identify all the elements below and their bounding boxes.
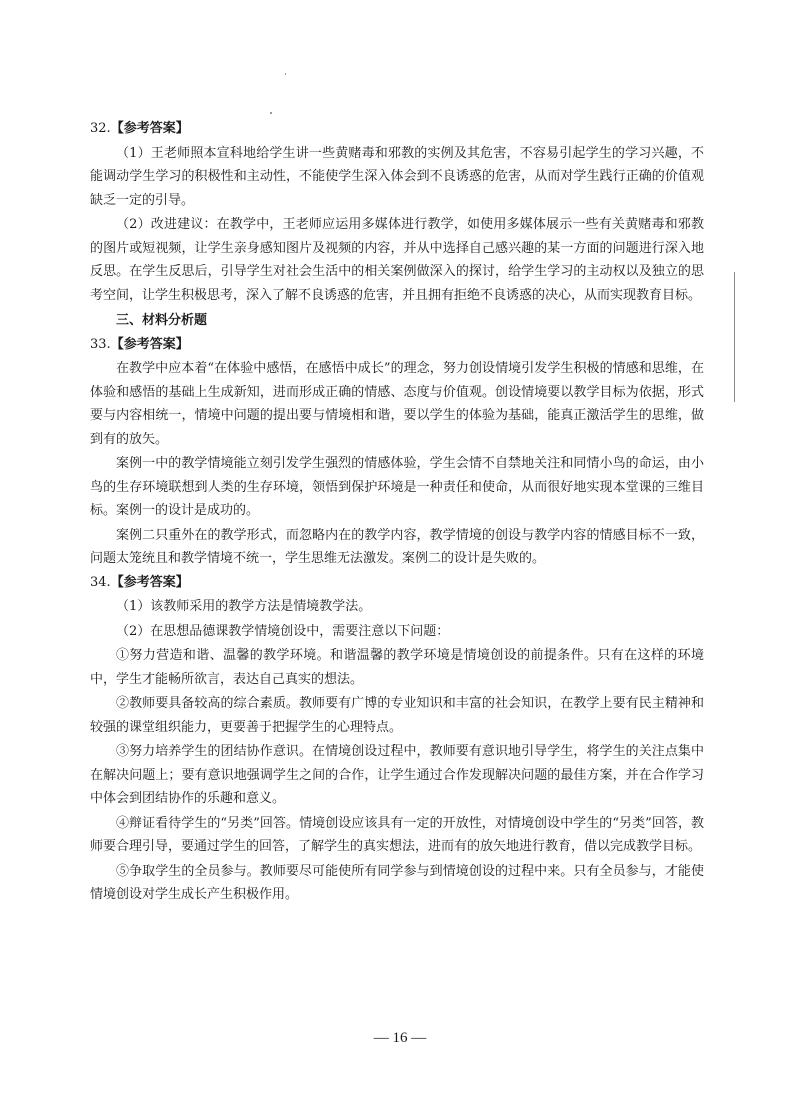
paragraph: 案例二只重外在的教学形式，而忽略内在的教学内容，教学情境的创设与教学内容的情感目标不一致，问题太笼统且和教学情境不统一，学生思维无法激发。案例二的设计是失败的。 — [90, 527, 704, 566]
paragraph: （2）改进建议：在教学中，王老师应运用多媒体进行教学，如使用多媒体展示一些有关黄赌毒和邪教的图片或短视频，让学生亲身感知图片及视频的内容，并从中选择自己感兴趣的某一方面的问题进行深入地反思。在学生反思后，引导学生对社会生活中的相关案例做深入的探讨，给学生学习的主动权以及独立的思考空间，让学生积极思考，深入了解不良诱惑的危害，并且拥有拒绝不良诱惑的决心，从而实现教育目标。 — [90, 217, 704, 303]
answer-label: 【参考答案】 — [110, 336, 189, 352]
paragraph: （1）王老师照本宣科地给学生讲一些黄赌毒和邪教的实例及其危害，不容易引起学生的学习兴趣，不能调动学生学习的积极性和主动性，不能使学生深入体会到不良诱惑的危害，从而对学生践行正确的价值观缺乏一定的引导。 — [90, 145, 704, 208]
paragraph: ②教师要具备较高的综合素质。教师要有广博的专业知识和丰富的社会知识，在教学上要有民主精神和较强的课堂组织能力，更要善于把握学生的心理特点。 — [90, 696, 704, 735]
scan-speck — [270, 112, 272, 114]
scan-speck — [285, 73, 286, 75]
section-heading: 三、材料分析题 — [116, 313, 208, 328]
answer-label: 【参考答案】 — [110, 121, 189, 136]
answer-label: 【参考答案】 — [110, 574, 189, 590]
question-33-heading — [90, 333, 704, 357]
paragraph: ③努力培养学生的团结协作意识。在情境创设过程中，教师要有意识地引导学生，将学生的关注点集中在解决问题上；要有意识地强调学生之间的合作，让学生通过合作发现解决问题的最佳方案，并在合作学习中体会到团结协作的乐趣和意义。 — [90, 744, 704, 806]
question-number: 34. — [90, 574, 111, 590]
paragraph: （2）在思想品德课教学情境创设中，需要注意以下问题： — [116, 623, 450, 639]
paragraph: 案例一中的教学情境能立刻引发学生强烈的情感体验，学生会情不自禁地关注和同情小鸟的命运，由小鸟的生存环境联想到人类的生存环境，领悟到保护环境是一种责任和使命，从而很好地实现本堂课的三维目标。案例一的设计是成功的。 — [90, 456, 704, 518]
paragraph: （1）该教师采用的教学方法是情境教学法。 — [116, 599, 372, 614]
question-number: 33. — [90, 336, 111, 352]
paragraph: 在教学中应本着“在体验中感悟，在感悟中成长”的理念，努力创设情境引发学生积极的情感和思维，在体验和感悟的基础上生成新知，进而形成正确的情感、态度与价值观。创设情境要以教学目标为依据，形式要与内容相统一，情境中问题的提出要与情境相和谐，要以学生的体验为基础，能真正激活学生的思维，做到有的放矢。 — [90, 361, 704, 447]
question-32-heading — [90, 117, 704, 141]
paragraph: ①努力营造和谐、温馨的教学环境。和谐温馨的教学环境是情境创设的前提条件。只有在这样的环境中，学生才能畅所欲言，表达自己真实的想法。 — [90, 648, 704, 687]
page-number: — 16 — — [373, 1030, 427, 1046]
scan-margin-line — [734, 272, 735, 402]
paragraph: ④辩证看待学生的“另类”回答。情境创设应该具有一定的开放性，对情境创设中学生的“另类”回答，教师要合理引导，要通过学生的回答，了解学生的真实想法，进而有的放矢地进行教育，借以完成教学目标。 — [90, 815, 704, 854]
answer-content — [90, 117, 704, 907]
question-number: 32. — [90, 121, 111, 136]
paragraph: ⑤争取学生的全员参与。教师要尽可能使所有同学参与到情境创设的过程中来。只有全员参与，才能使情境创设对学生成长产生积极作用。 — [90, 863, 704, 902]
question-34-heading — [90, 571, 704, 595]
